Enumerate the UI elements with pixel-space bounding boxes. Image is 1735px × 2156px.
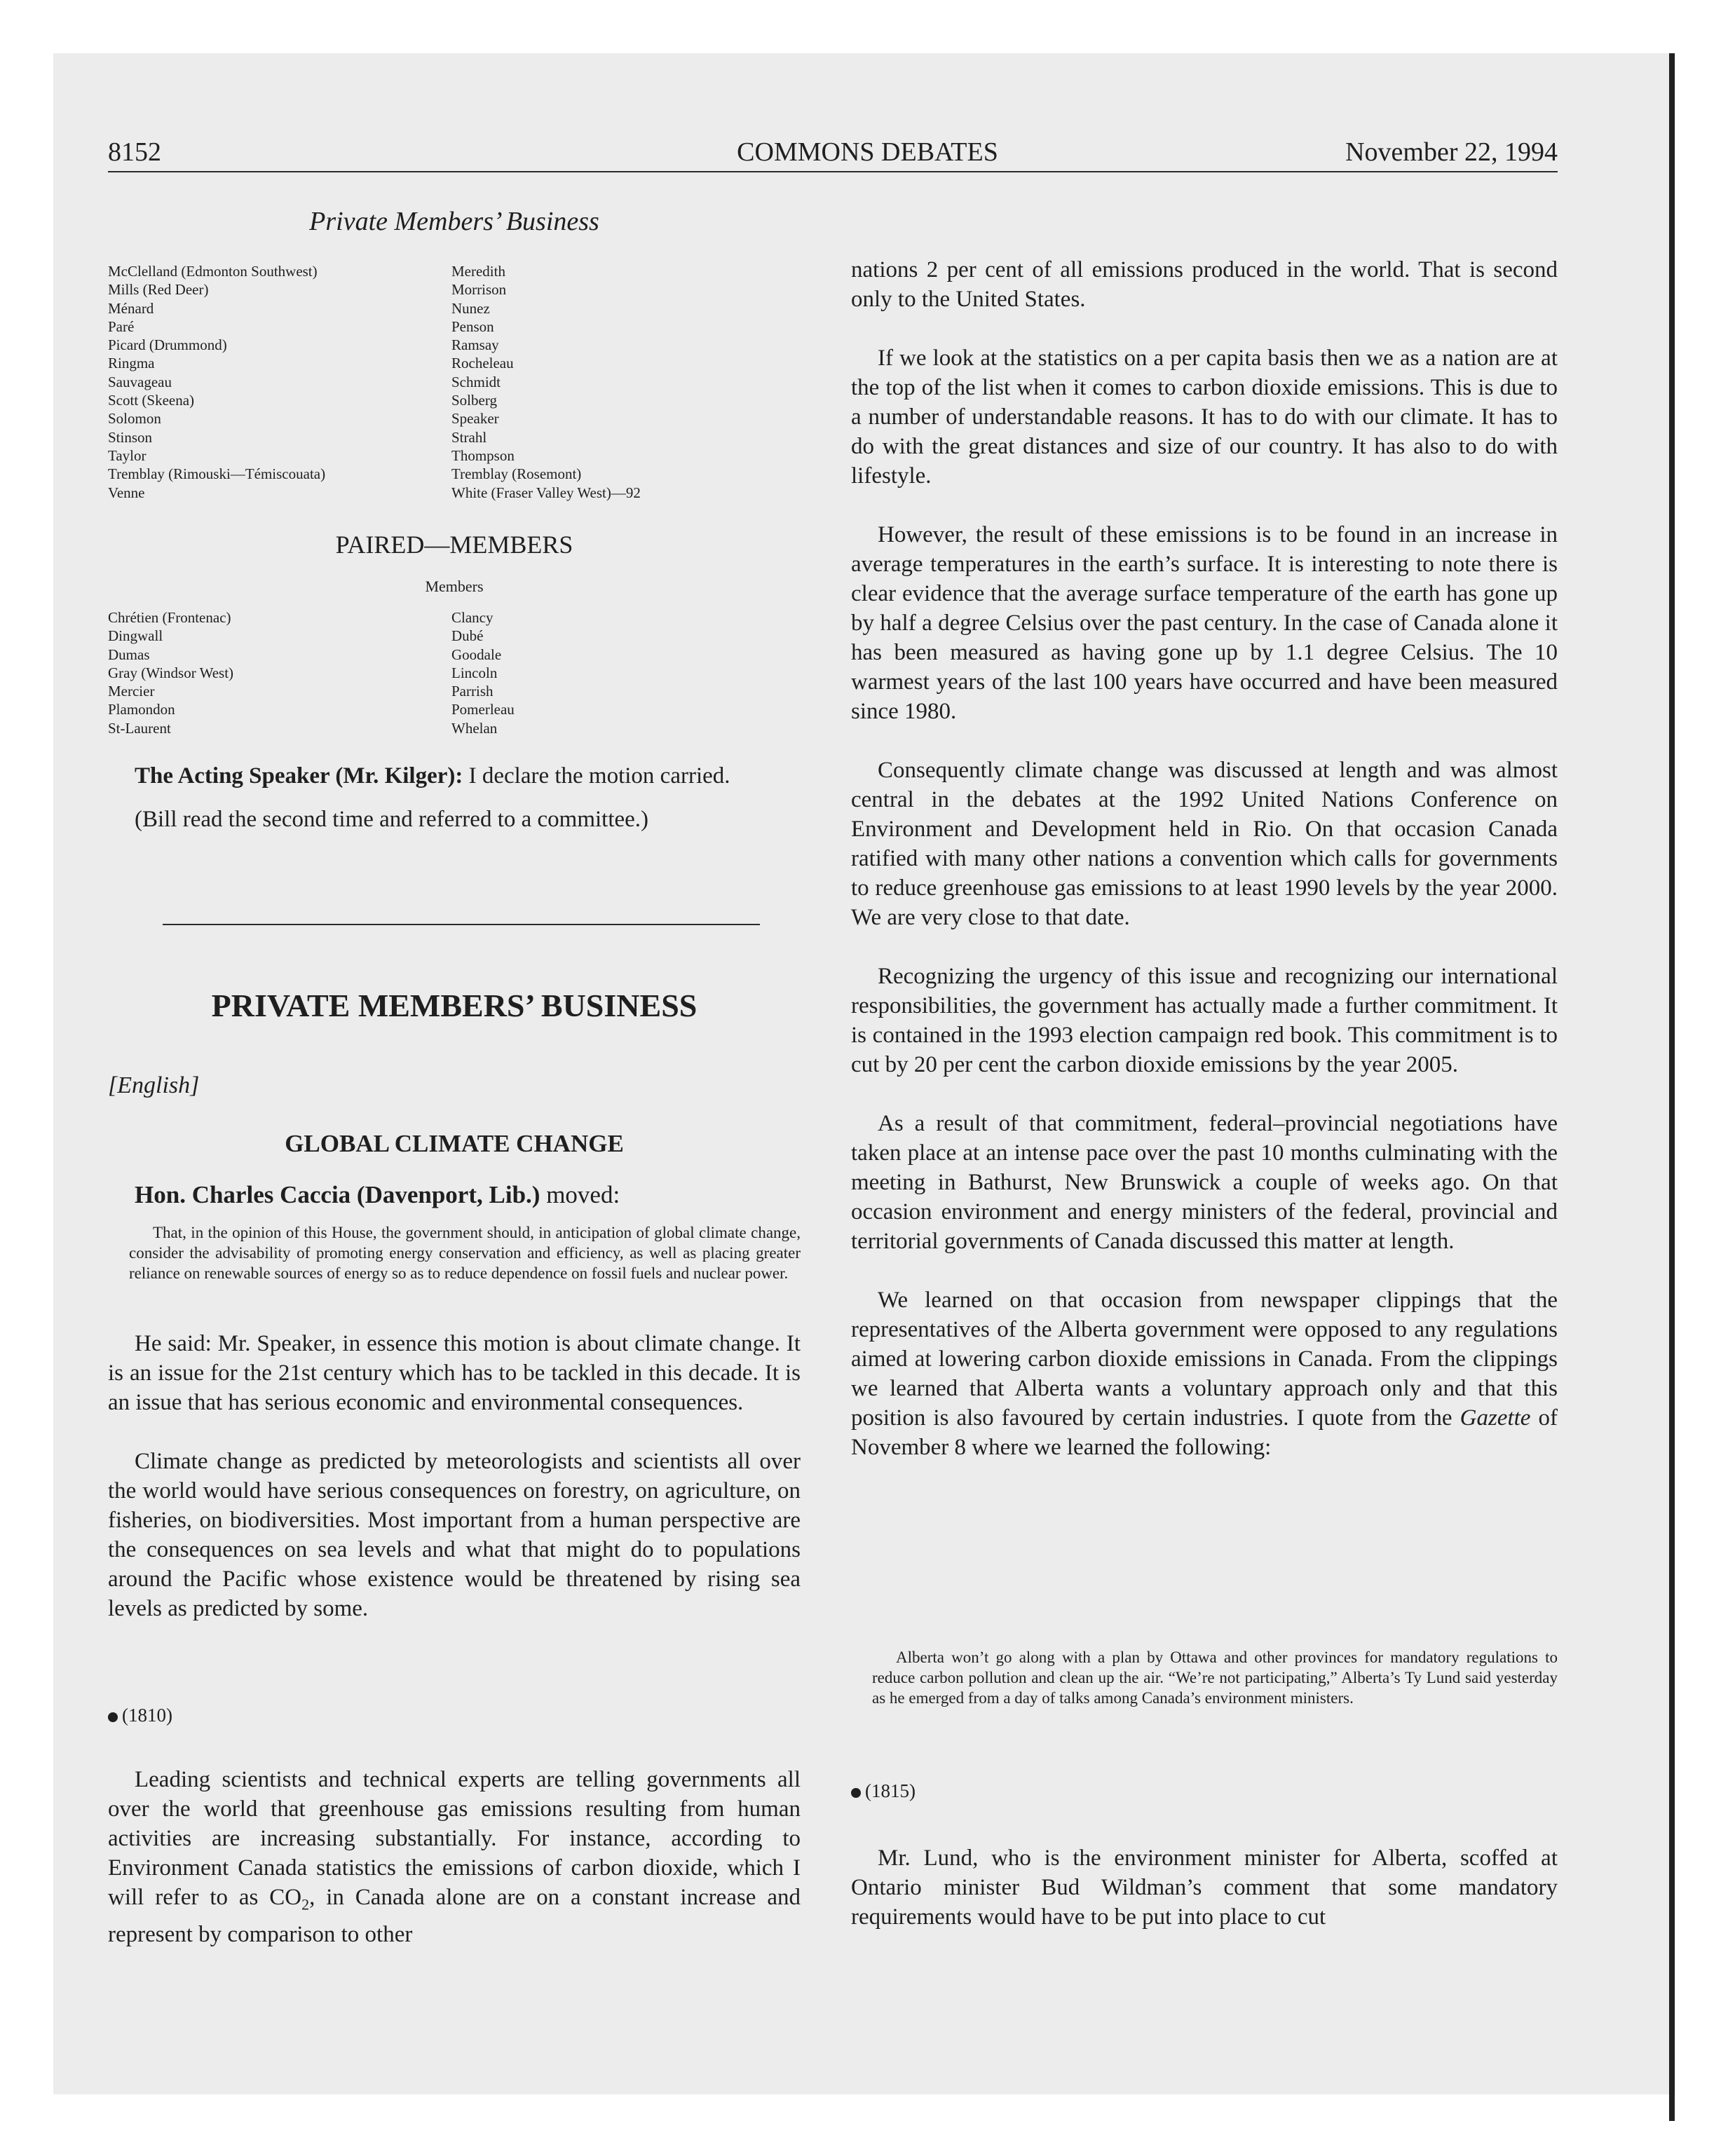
member-name: Tremblay (Rosemont) [451, 465, 582, 483]
member-name: Sauvageau [108, 373, 172, 390]
body-paragraph: As a result of that commitment, federal–provincial negotiations have taken place at an intense pace over the past 10 months culminating with the meeting in Bathurst, New Brunswick a couple of weeks ago. On that occasion environment and energy ministers of the federal, provincial and territorial governments of Canada discussed this matter at length. [851, 1111, 1558, 1254]
publication-title: COMMONS DEBATES [737, 137, 998, 167]
member-name: Dingwall [108, 627, 163, 645]
left-body [108, 1329, 801, 1623]
newspaper-quote [872, 1647, 1558, 1708]
time-marker-text: (1810) [122, 1705, 172, 1726]
topic-heading: GLOBAL CLIMATE CHANGE [285, 1130, 624, 1157]
motion-text-block [129, 1222, 801, 1283]
declaration-paragraph [108, 761, 801, 791]
paragraph-text: Leading scientists and technical experts are telling governments all over the world that greenhouse gas emissions resulting from human activities are increasing substantially. For instance, according to Environment Canada statistics the emissions of carbon dioxide, which I will refer to as CO [108, 1767, 801, 1910]
body-paragraph: Mr. Lund, who is the environment minister for Alberta, scoffed at Ontario minister Bud Wildman’s comment that some mandatory requirements would have to be put into place to cut [851, 1845, 1558, 1930]
member-name: Taylor [108, 446, 147, 464]
member-name: Scott (Skeena) [108, 392, 195, 409]
left-final-paragraph [108, 1765, 801, 1949]
section-divider [163, 924, 760, 925]
member-name: Nunez [451, 299, 490, 317]
member-name: St-Laurent [108, 719, 171, 737]
member-name: Venne [108, 484, 145, 501]
bullet-icon [851, 1788, 861, 1798]
member-name: Thompson [451, 446, 515, 464]
member-name: Goodale [451, 646, 502, 663]
member-name: McClelland (Edmonton Southwest) [108, 263, 318, 280]
body-paragraph [108, 1765, 801, 1949]
member-name: Ménard [108, 299, 154, 317]
member-name: Plamondon [108, 701, 175, 718]
quote-text: Alberta won’t go along with a plan by Ottawa and other provinces for mandatory regulations to reduce carbon pollution and clean up the air. “We’re not participating,” Alberta’s Ty Lund said yesterday as he emerged from a day of talks among Canada’s environment ministers. [872, 1649, 1558, 1707]
member-name: Chrétien (Frontenac) [108, 609, 231, 626]
bill-note: (Bill read the second time and referred to a committee.) [135, 807, 649, 832]
vote-list-right [451, 262, 641, 502]
body-paragraph: Climate change as predicted by meteorologists and scientists all over the world would have serious consequences on forestry, on agriculture, on fisheries, on biodiversities. Most important from a human perspective are the consequences on sea levels and what that might do to populations around the Pacific whose existence would be threatened by rising sea levels as predicted by some. [108, 1449, 801, 1621]
issue-date: November 22, 1994 [1345, 137, 1558, 167]
member-name: Lincoln [451, 664, 498, 681]
member-name: Solberg [451, 392, 497, 409]
time-marker-1815 [851, 1780, 916, 1802]
mover-line [108, 1180, 801, 1210]
bullet-icon [108, 1712, 118, 1722]
member-name: Picard (Drummond) [108, 336, 227, 354]
body-paragraph: If we look at the statistics on a per capita basis then we as a nation are at the top of the list when it comes to carbon dioxide emissions. This is due to a number of understandable reasons. It has to do with our climate. It has to do with the great distances and size of our country. It has also to do with lifestyle. [851, 346, 1558, 489]
member-name: Rocheleau [451, 355, 514, 372]
member-name: Mills (Red Deer) [108, 281, 209, 299]
member-name: Mercier [108, 683, 155, 700]
member-name: Pomerleau [451, 701, 515, 718]
page-number: 8152 [108, 137, 161, 167]
paired-subheading: Members [425, 578, 484, 595]
body-paragraph [851, 1285, 1558, 1462]
member-name: Tremblay (Rimouski—Témiscouata) [108, 465, 326, 483]
vote-list-left [108, 262, 325, 502]
body-paragraph: However, the result of these emissions is to be found in an increase in average temperatures in the earth’s surface. It is interesting to note there is clear evidence that the average surface temperature of the earth has gone up by half a degree Celsius over the past century. In the case of Canada alone it has been measured as having gone up by 1.1 degree Celsius. The 10 warmest years of the last 100 years have occurred and have been measured since 1980. [851, 522, 1558, 724]
right-body [851, 255, 1558, 1462]
page-binding-edge [1669, 53, 1675, 2121]
motion-text: That, in the opinion of this House, the government should, in anticipation of global climate change, consider the advisability of promoting energy conservation and efficiency, as well as placing greater reliance on renewable sources of energy so as to reduce dependence on fossil fuels and nuclear power. [129, 1224, 801, 1282]
member-name: Clancy [451, 609, 494, 626]
member-name: Ringma [108, 355, 155, 372]
declaration-block [108, 761, 801, 834]
newspaper-title: Gazette [1460, 1405, 1531, 1431]
mover-paragraph [108, 1180, 801, 1210]
pmb-heading: PRIVATE MEMBERS’ BUSINESS [211, 988, 698, 1023]
member-name: Whelan [451, 719, 498, 737]
member-name: Ramsay [451, 336, 499, 354]
member-name: Dubé [451, 627, 484, 645]
member-name: Schmidt [451, 373, 501, 390]
member-name: Meredith [451, 263, 505, 280]
header-rule [108, 171, 1558, 172]
mover-name: Hon. Charles Caccia (Davenport, Lib.) [135, 1181, 540, 1208]
paragraph-text: We learned on that occasion from newspaper clippings that the representatives of the Alberta government were opposed to any regulations aimed at lowering carbon dioxide emissions in Canada. From the clippings we learned that Alberta wants a voluntary approach only and that this position is also favoured by certain industries. I quote from the [851, 1288, 1558, 1431]
mover-action: moved: [540, 1181, 620, 1208]
language-tag: [English] [108, 1072, 200, 1098]
section-header: Private Members’ Business [309, 207, 599, 236]
paired-heading: PAIRED—MEMBERS [335, 531, 573, 559]
time-marker-1810 [108, 1705, 172, 1726]
member-name: Dumas [108, 646, 150, 663]
paired-list-right [451, 608, 515, 737]
member-name: Strahl [451, 428, 487, 446]
subscript-two: 2 [301, 1895, 310, 1913]
right-final-paragraph [851, 1843, 1558, 1932]
member-name: Penson [451, 318, 494, 335]
member-name: Morrison [451, 281, 507, 299]
speaker-name: The Acting Speaker (Mr. Kilger): [135, 763, 463, 789]
member-name: Speaker [451, 410, 499, 428]
body-paragraph: Recognizing the urgency of this issue and recognizing our international responsibilities, the government has actually made a further commitment. It is contained in the 1993 election campaign red book. This commitment is to cut by 20 per cent the carbon dioxide emissions by the year 2005. [851, 964, 1558, 1077]
declaration-text: I declare the motion carried. [463, 763, 730, 789]
continued-paragraph: nations 2 per cent of all emissions produced in the world. That is second only to the United States. [851, 257, 1558, 312]
body-paragraph: He said: Mr. Speaker, in essence this motion is about climate change. It is an issue for the 21st century which has to be tackled in this decade. It is an issue that has serious economic and environmental consequences. [108, 1331, 801, 1415]
paragraph-text: , in Canada alone are on a constant increase and represent by comparison to other [108, 1885, 801, 1947]
member-name: Paré [108, 318, 135, 335]
paragraph-text: of November 8 where we learned the following: [851, 1405, 1558, 1460]
member-name: Stinson [108, 428, 153, 446]
time-marker-text: (1815) [865, 1780, 916, 1801]
member-name: Gray (Windsor West) [108, 664, 234, 681]
member-name: White (Fraser Valley West)—92 [451, 484, 641, 501]
member-name: Solomon [108, 410, 161, 428]
body-paragraph: Consequently climate change was discussed at length and was almost central in the debates at the 1992 United Nations Conference on Environment and Development held in Rio. On that occasion Canada ratified with many other nations a convention which calls for governments to reduce greenhouse gas emissions to at least 1990 levels by the year 2000. We are very close to that date. [851, 758, 1558, 930]
member-name: Parrish [451, 683, 494, 700]
paired-list-left [108, 608, 233, 737]
